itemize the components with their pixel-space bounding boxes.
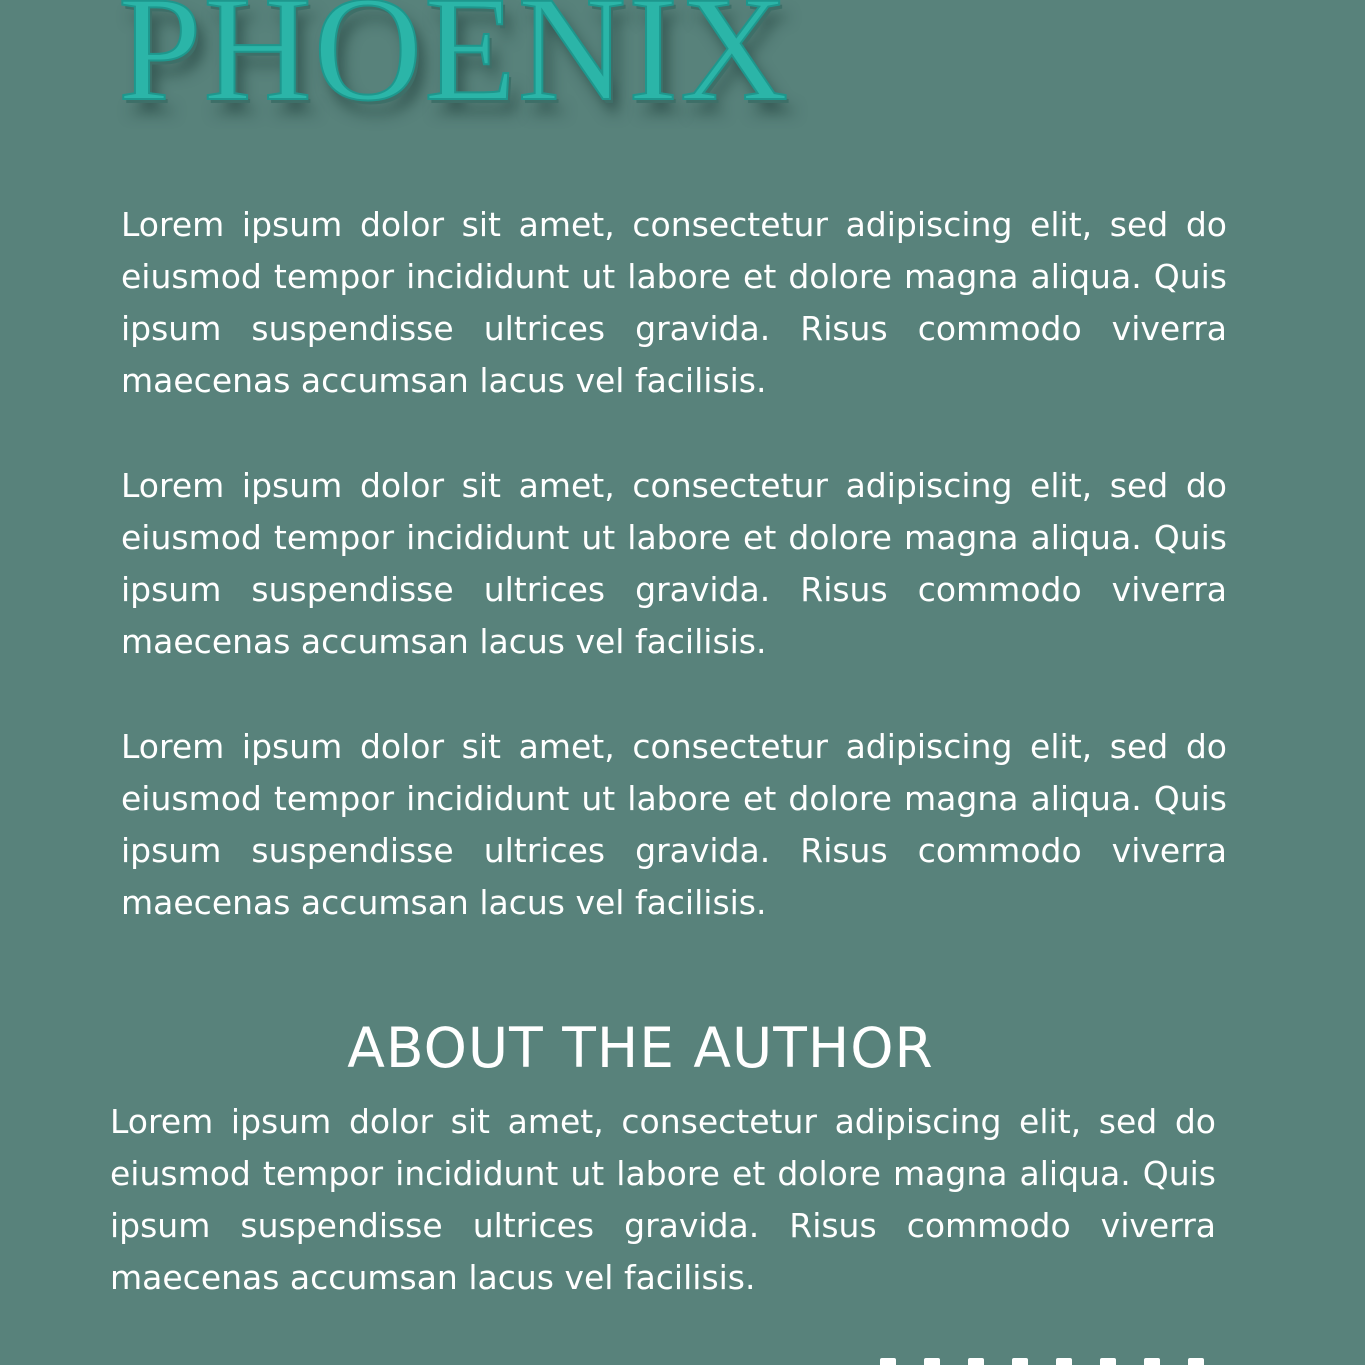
blurb-paragraph-1: Lorem ipsum dolor sit amet, consectetur adipiscing elit, sed do eiusmod tempor incididunt ut labore et dolore magna aliqua. Quis ipsum suspendisse ultrices gravida. Risus commodo viverra maecenas accumsan lacus vel facilisis. xyxy=(121,205,1227,400)
cut-off-bottom-text xyxy=(880,1358,1240,1365)
about-author-heading: ABOUT THE AUTHOR xyxy=(347,1016,934,1080)
blurb-paragraph-2: Lorem ipsum dolor sit amet, consectetur adipiscing elit, sed do eiusmod tempor incididunt ut labore et dolore magna aliqua. Quis ipsum suspendisse ultrices gravida. Risus commodo viverra maecenas accumsan lacus vel facilisis. xyxy=(121,466,1227,661)
blurb-paragraph-3: Lorem ipsum dolor sit amet, consectetur adipiscing elit, sed do eiusmod tempor incididunt ut labore et dolore magna aliqua. Quis ipsum suspendisse ultrices gravida. Risus commodo viverra maecenas accumsan lacus vel facilisis. xyxy=(121,727,1227,922)
book-title: PHOENIX xyxy=(118,0,791,132)
about-author-text: Lorem ipsum dolor sit amet, consectetur adipiscing elit, sed do eiusmod tempor incididunt ut labore et dolore magna aliqua. Quis ipsum suspendisse ultrices gravida. Risus commodo viverra maecenas accumsan lacus vel facilisis. xyxy=(110,1102,1216,1297)
